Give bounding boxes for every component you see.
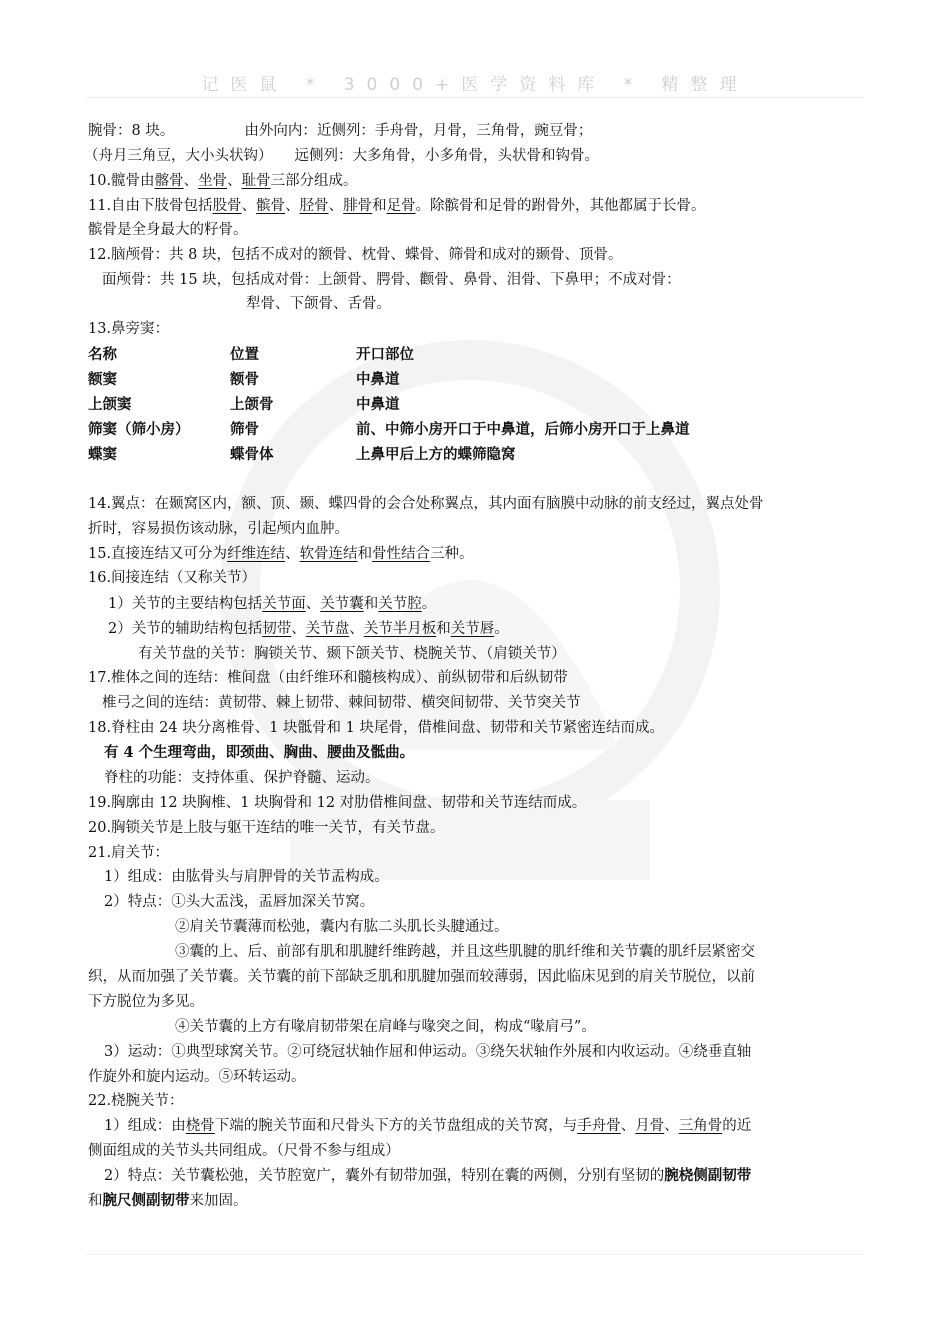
item-18-function: 脊柱的功能：支持体重、保护脊髓、运动。 xyxy=(104,770,380,786)
item-21-2c-cont: 织，从而加强了关节囊。关节囊的前下部缺乏肌和肌腱加强而较薄弱，因此临床见到的肩关节脱位，以前 xyxy=(88,969,755,985)
item-16-disc: 有关节盘的关节：胸锁关节、颞下颌关节、桡腕关节、（肩锁关节） xyxy=(138,646,566,662)
item-21-3: 3）运动：①典型球窝关节。②可绕冠状轴作屈和伸运动。③绕矢状轴作外展和内收运动。④绕垂直轴 xyxy=(104,1044,752,1060)
carpal-line: 腕骨：8 块。 由外向内：近侧列：手舟骨，月骨，三角骨，豌豆骨； xyxy=(88,123,593,139)
item-13: 13.鼻旁窦： xyxy=(88,321,170,337)
item-16-1: 1）关节的主要结构包括关节面、关节囊和关节腔。 xyxy=(108,596,437,612)
item-21-3-cont: 作旋外和旋内运动。⑤环转运动。 xyxy=(88,1069,306,1085)
item-16: 16.间接连结（又称关节） xyxy=(88,570,257,586)
item-18-curves: 有 4 个生理弯曲，即颈曲、胸曲、腰曲及骶曲。 xyxy=(104,744,415,761)
footer-divider xyxy=(86,1254,864,1255)
item-22-1: 1）组成：由桡骨下端的腕关节面和尺骨头下方的关节盘组成的关节窝，与手舟骨、月骨、三角骨的近 xyxy=(104,1118,752,1134)
carpal-line-2: （舟月三角豆，大小头状钩） 远侧列：大多角骨，小多角骨，头状骨和钩骨。 xyxy=(84,148,599,164)
item-12: 12.脑颅骨：共 8 块，包括不成对的额骨、枕骨、蝶骨、筛骨和成对的颞骨、顶骨。 xyxy=(88,247,623,263)
item-21-2d: ④关节囊的上方有喙肩韧带架在肩峰与喙突之间，构成“喙肩弓”。 xyxy=(175,1019,596,1035)
item-22-2: 2）特点：关节囊松弛，关节腔宽广，囊外有韧带加强，特别在囊的两侧，分别有坚韧的腕桡侧副韧带 xyxy=(104,1167,752,1184)
item-14: 14.翼点：在颞窝区内，额、顶、颞、蝶四骨的会合处称翼点，其内面有脑膜中动脉的前支经过，翼点处骨 xyxy=(88,496,764,512)
page-header: 记医鼠 * 3000+医学资料库 * 精整理 xyxy=(201,75,749,95)
item-21-1: 1）组成：由肱骨头与肩胛骨的关节盂构成。 xyxy=(104,869,389,885)
header-divider xyxy=(86,97,864,98)
item-21-2c-cont2: 下方脱位为多见。 xyxy=(88,994,204,1010)
item-12-face: 面颅骨：共 15 块，包括成对骨：上颌骨、腭骨、颧骨、鼻骨、泪骨、下鼻甲；不成对骨： xyxy=(102,272,681,288)
item-17-arch: 椎弓之间的连结：黄韧带、棘上韧带、棘间韧带、横突间韧带、关节突关节 xyxy=(102,695,581,711)
item-21-2c: ③囊的上、后、前部有肌和肌腱纤维跨越，并且这些肌腱的肌纤维和关节囊的肌纤层紧密交 xyxy=(175,944,755,960)
item-16-2: 2）关节的辅助结构包括韧带、关节盘、关节半月板和关节唇。 xyxy=(108,621,509,637)
item-21-2: 2）特点：①头大盂浅，盂唇加深关节窝。 xyxy=(104,894,375,910)
item-21-2b: ②肩关节囊薄而松弛，囊内有肱二头肌长头腱通过。 xyxy=(175,919,509,935)
item-14-cont: 折时，容易损伤该动脉，引起颅内血肿。 xyxy=(88,521,349,537)
item-11-note: 髌骨是全身最大的籽骨。 xyxy=(88,222,248,238)
item-20: 20.胸锁关节是上肢与躯干连结的唯一关节，有关节盘。 xyxy=(88,820,445,836)
item-12-face-2: 犁骨、下颌骨、舌骨。 xyxy=(246,296,391,312)
item-22-2-cont: 和腕尺侧副韧带来加固。 xyxy=(88,1192,248,1209)
item-22-1-cont: 侧面组成的关节头共同组成。（尺骨不参与组成） xyxy=(88,1143,400,1159)
item-15: 15.直接连结又可分为纤维连结、软骨连结和骨性结合三种。 xyxy=(88,546,474,562)
item-18: 18.脊柱由 24 块分离椎骨、1 块骶骨和 1 块尾骨，借椎间盘、韧带和关节紧密连结而成。 xyxy=(88,720,665,736)
item-19: 19.胸廓由 12 块胸椎、1 块胸骨和 12 对肋借椎间盘、韧带和关节连结而成。 xyxy=(88,795,587,811)
item-17: 17.椎体之间的连结：椎间盘（由纤维环和髓核构成）、前纵韧带和后纵韧带 xyxy=(88,670,568,686)
item-22: 22.桡腕关节： xyxy=(88,1093,184,1109)
item-10: 10.髋骨由髂骨、坐骨、耻骨三部分组成。 xyxy=(88,173,358,189)
item-21: 21.肩关节： xyxy=(88,845,170,861)
item-11: 11.自由下肢骨包括股骨、髌骨、胫骨、腓骨和足骨。除髌骨和足骨的跗骨外，其他都属于长骨。 xyxy=(88,198,706,214)
